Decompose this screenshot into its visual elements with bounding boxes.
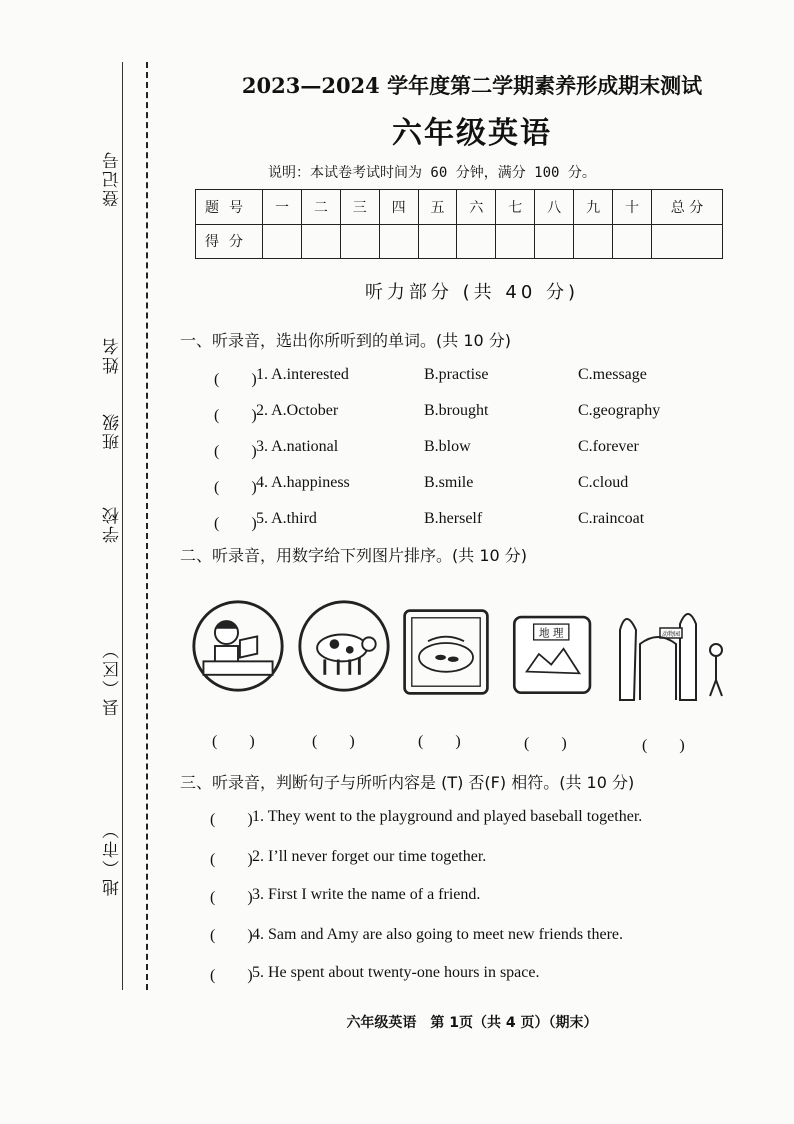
- class-name-label: 班级 姓名: [103, 336, 123, 450]
- option-b: B.herself: [424, 510, 483, 527]
- score-cell[interactable]: [263, 224, 302, 259]
- score-col: 十: [613, 190, 652, 225]
- sentence-item: 3. First I write the name of a friend.: [252, 886, 481, 903]
- score-row-label: 得分: [196, 224, 263, 259]
- registration-label: 登记号: [103, 150, 123, 207]
- picture-order-paren-3[interactable]: ( ): [418, 733, 461, 750]
- cow-icon: [296, 598, 392, 694]
- boy-reading-icon: [190, 598, 286, 694]
- score-col: 一: [263, 190, 302, 225]
- zoo-gate-icon: [606, 600, 732, 710]
- binding-strip: [0, 0, 150, 1124]
- score-row-label: 题号: [196, 190, 263, 225]
- answer-paren[interactable]: ( ): [210, 811, 253, 828]
- score-cell[interactable]: [496, 224, 535, 259]
- score-col: 八: [535, 190, 574, 225]
- score-cell[interactable]: [574, 224, 613, 259]
- geography-book-icon: [505, 610, 601, 698]
- school-label: 学校: [103, 505, 123, 543]
- lake-ducks-icon: [398, 607, 494, 697]
- exam-title: 2023—2024 学年度第二学期素养形成期末测试: [241, 73, 703, 98]
- option-a: 4. A.happiness: [256, 474, 350, 491]
- answer-paren[interactable]: ( ): [214, 443, 257, 460]
- option-c: C.cloud: [578, 474, 629, 491]
- score-col: 五: [418, 190, 457, 225]
- score-col-total: 总 分: [652, 190, 723, 225]
- score-cell[interactable]: [418, 224, 457, 259]
- option-c: C.message: [578, 366, 647, 383]
- sentence-item: 1. They went to the playground and played baseball together.: [252, 808, 643, 825]
- answer-paren[interactable]: ( ): [214, 515, 257, 532]
- book-title-text: 地 理: [539, 627, 564, 640]
- score-col: 六: [457, 190, 496, 225]
- answer-paren[interactable]: ( ): [210, 967, 253, 984]
- option-a: 5. A.third: [256, 510, 317, 527]
- sentence-item: 5. He spent about twenty-one hours in space.: [252, 964, 540, 981]
- answer-paren[interactable]: ( ): [210, 889, 253, 906]
- option-b: B.brought: [424, 402, 489, 419]
- score-table: [195, 189, 723, 259]
- section3-title: 三、听录音，判断句子与所听内容是 (T) 否(F) 相符。(共 10 分): [180, 773, 635, 792]
- score-cell[interactable]: [457, 224, 496, 259]
- answer-paren[interactable]: ( ): [214, 479, 257, 496]
- sentence-item: 4. Sam and Amy are also going to meet new friends there.: [252, 926, 624, 943]
- score-cell[interactable]: [379, 224, 418, 259]
- answer-paren[interactable]: ( ): [210, 927, 253, 944]
- page-footer: 六年级英语 第 1页（共 4 页）（期末）: [346, 1015, 598, 1031]
- zoo-sign-text: 动物园: [661, 631, 681, 638]
- instructions: 说明：本试卷考试时间为 60 分钟，满分 100 分。: [268, 165, 596, 181]
- answer-paren[interactable]: ( ): [214, 407, 257, 424]
- option-c: C.forever: [578, 438, 639, 455]
- answer-paren[interactable]: ( ): [214, 371, 257, 388]
- county-label: 县（区）: [103, 640, 123, 716]
- subject-title: 六年级英语: [392, 116, 552, 151]
- option-a: 3. A.national: [256, 438, 339, 455]
- score-col: 九: [574, 190, 613, 225]
- score-col: 三: [340, 190, 379, 225]
- score-cell[interactable]: [340, 224, 379, 259]
- score-table-score-row: [196, 224, 723, 259]
- option-a: 2. A.October: [256, 402, 339, 419]
- city-label: 地（市）: [103, 820, 123, 896]
- option-a: 1. A.interested: [256, 366, 349, 383]
- answer-paren[interactable]: ( ): [210, 851, 253, 868]
- score-cell-total[interactable]: [652, 224, 723, 259]
- binding-dashed-line: [146, 62, 148, 990]
- option-b: B.smile: [424, 474, 474, 491]
- section2-title: 二、听录音，用数字给下列图片排序。(共 10 分): [180, 546, 528, 565]
- sentence-item: 2. I’ll never forget our time together.: [252, 848, 487, 865]
- option-c: C.raincoat: [578, 510, 645, 527]
- picture-order-paren-4[interactable]: ( ): [524, 735, 567, 752]
- score-col: 七: [496, 190, 535, 225]
- option-b: B.practise: [424, 366, 489, 383]
- listening-header: 听力部分 (共 40 分): [364, 282, 580, 303]
- score-col: 四: [379, 190, 418, 225]
- section1-title: 一、听录音，选出你所听到的单词。(共 10 分): [180, 331, 512, 350]
- option-b: B.blow: [424, 438, 471, 455]
- score-cell[interactable]: [535, 224, 574, 259]
- score-table-header-row: [196, 190, 723, 225]
- picture-order-paren-2[interactable]: ( ): [312, 733, 355, 750]
- score-cell[interactable]: [613, 224, 652, 259]
- picture-order-paren-5[interactable]: ( ): [642, 737, 685, 754]
- score-cell[interactable]: [301, 224, 340, 259]
- score-col: 二: [301, 190, 340, 225]
- option-c: C.geography: [578, 402, 661, 419]
- picture-order-paren-1[interactable]: ( ): [212, 733, 255, 750]
